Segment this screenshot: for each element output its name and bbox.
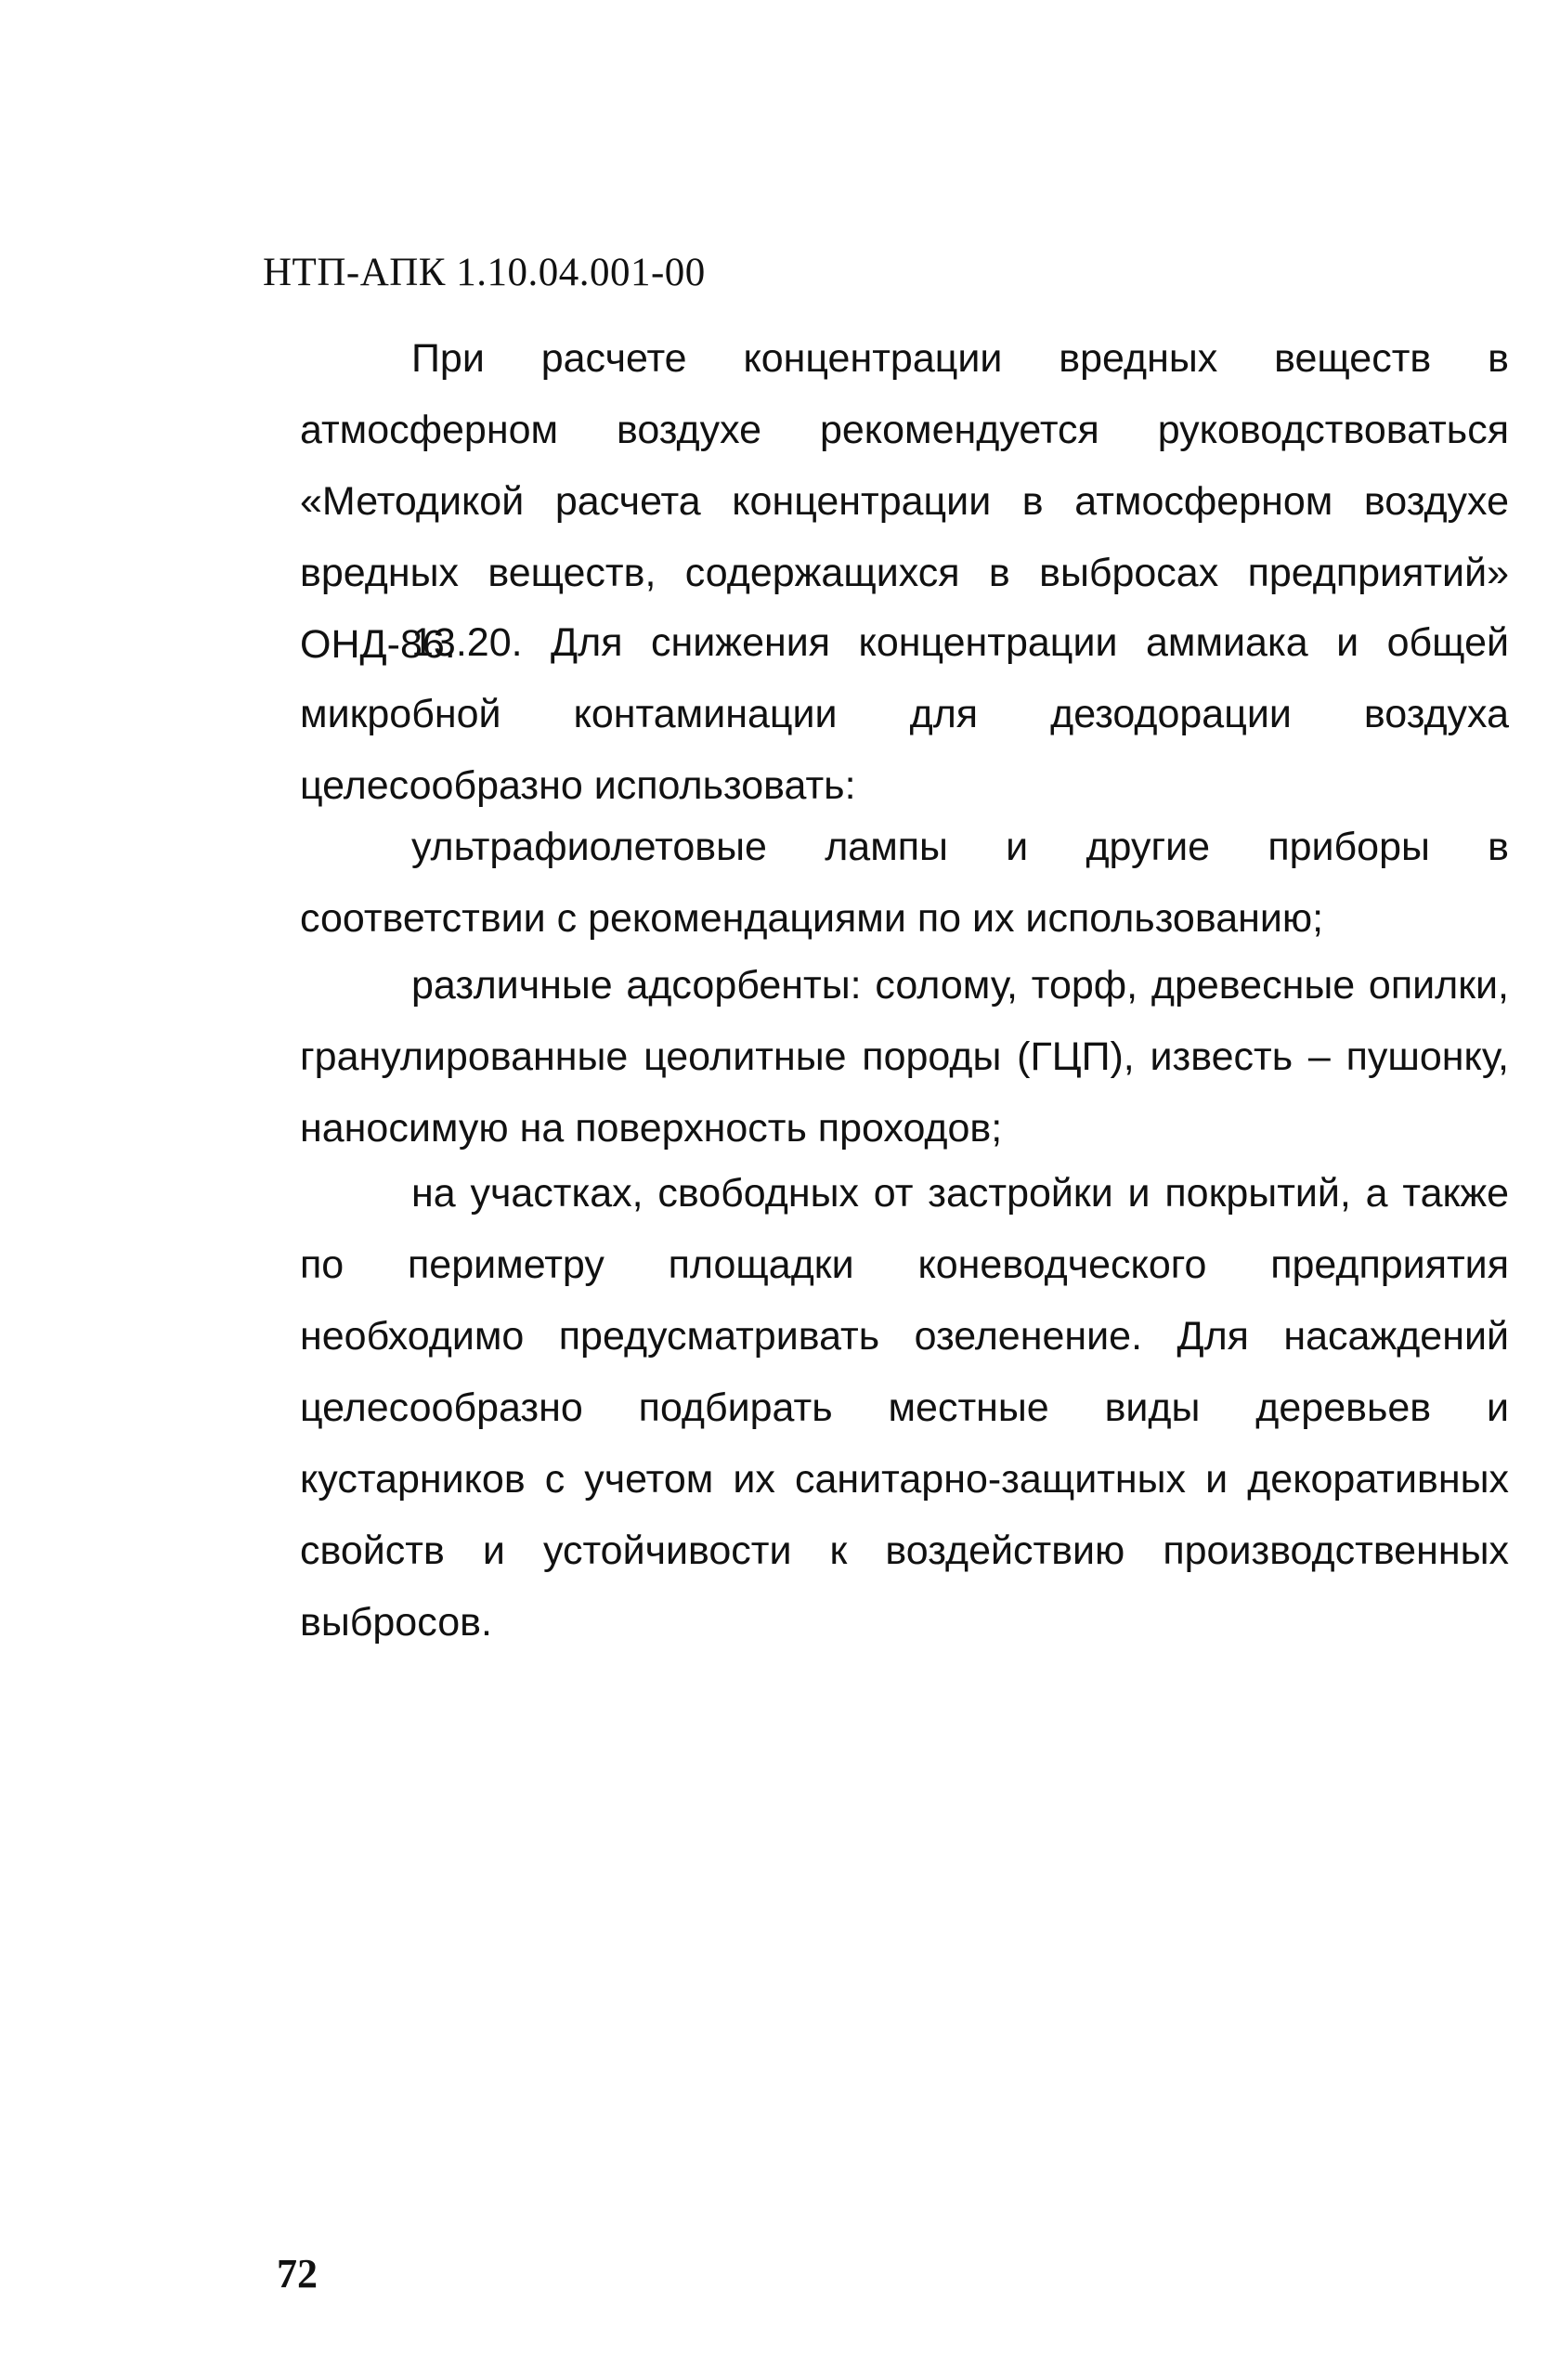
list-item-greening: на участках, свободных от застройки и покрытий, а также по периметру площадки коневодческого предприятия необходимо предусматривать озеленение. Для насаждений целесообразно подбирать местные виды деревьев и кустарников с учетом их санитарно-защитных и декоративных свойств и устойчивости к воздействию производственных выбросов.: [300, 1171, 1509, 1645]
paragraph-calculation-method: При расчете концентрации вредных веществ в атмосферном воздухе рекомендуется руководствоваться «Методикой расчета концентрации в атмосферном воздухе вредных веществ, содержащихся в выбросах предприятий» ОНД-86.: [300, 336, 1509, 667]
paragraph-block: [300, 607, 1509, 822]
list-item-adsorbents: различные адсорбенты: солому, торф, древесные опилки, гранулированные цеолитные породы (ГЦП), известь – пушонку, наносимую на поверхность проходов;: [300, 963, 1509, 1151]
paragraph-block: [300, 1158, 1509, 1658]
list-item-uv-lamps: ультрафиолетовые лампы и другие приборы в соответствии с рекомендациями по их использованию;: [300, 825, 1509, 941]
paragraph-block: [300, 812, 1509, 955]
page-number: 72: [277, 2251, 318, 2296]
paragraph-13-20-intro: 13.20. Для снижения концентрации аммиака и общей микробной контаминации для дезодорации воздуха целесообразно использовать:: [300, 620, 1509, 808]
paragraph-block: [300, 950, 1509, 1164]
document-code-header: НТП-АПК 1.10.04.001-00: [263, 251, 706, 294]
